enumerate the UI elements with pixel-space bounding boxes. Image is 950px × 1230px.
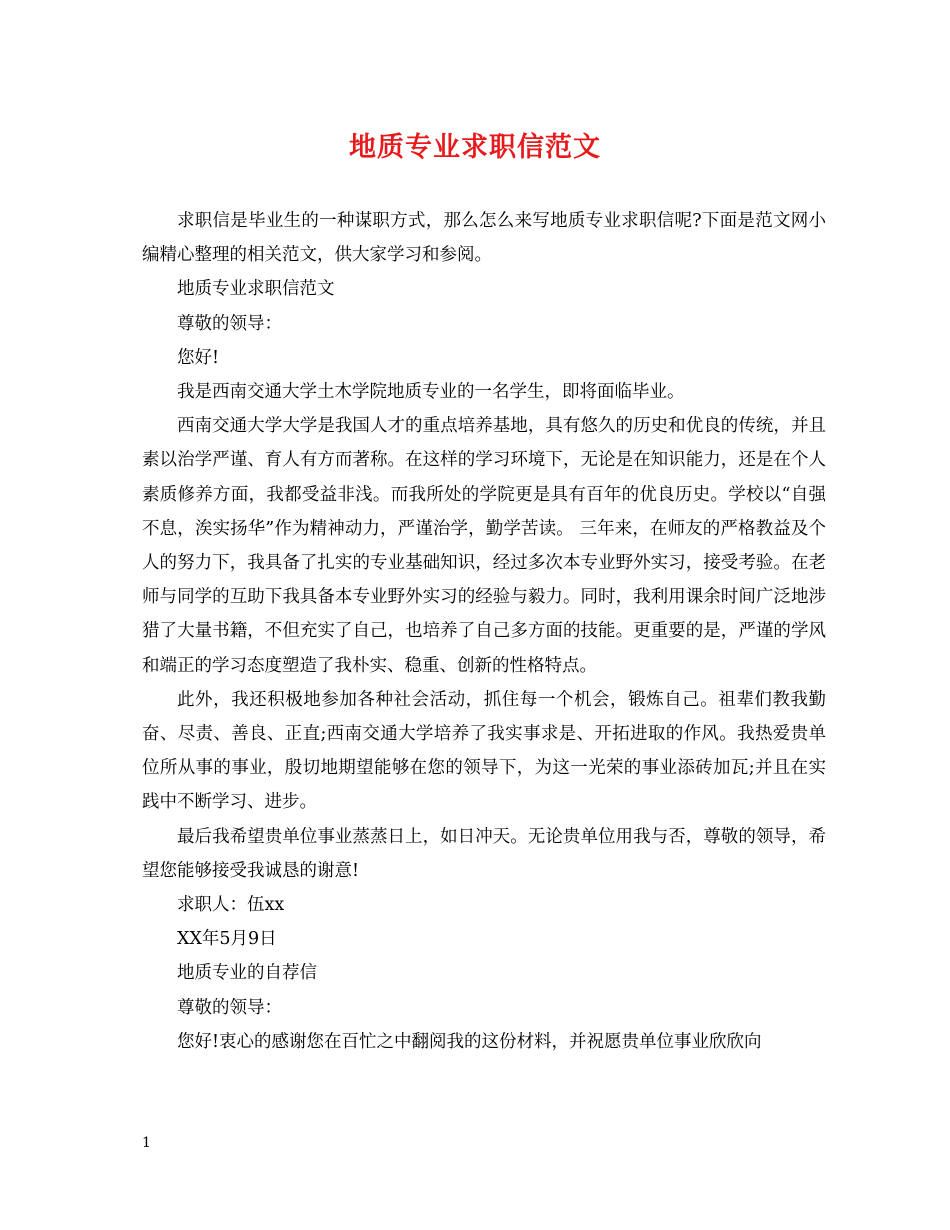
intro-paragraph: 求职信是毕业生的一种谋职方式，那么怎么来写地质专业求职信呢?下面是范文网小编精心整理的相关范文，供大家学习和参阅。: [142, 211, 826, 266]
page-number: 1: [142, 1135, 151, 1151]
body-paragraph: 西南交通大学大学是我国人才的重点培养基地，具有悠久的历史和优良的传统，并且素以治学严谨、育人有方而著称。在这样的学习环境下，无论是在知识能力，还是在个人素质修养方面，我都受益非浅。而我所处的学院更是具有百年的优良历史。学校以“自强不息，涘实扬华”作为精神动力，严谨治学，勤学苦读。 三年来，在师友的严格教益及个人的努力下，我具备了扎实的专业基础知识，经过多次本专业野外实习，接受考验。在老师与同学的互助下我具备本专业野外实习的经验与毅力。同时，我利用课余时间广泛地涉猎了大量书籍，不但充实了自己，也培养了自己多方面的技能。更重要的是，严谨的学风和端正的学习态度塑造了我朴实、稳重、创新的性格特点。: [142, 416, 826, 676]
introduction-line: 我是西南交通大学土木学院地质专业的一名学生，即将面临毕业。: [177, 382, 685, 403]
applicant-signature: 求职人：伍xx: [177, 895, 285, 916]
second-letter-heading: 地质专业的自荐信: [177, 963, 317, 984]
letter-date: XX年5月9日: [177, 929, 277, 950]
salutation: 尊敬的领导：: [177, 313, 282, 334]
body-paragraph: 此外，我还积极地参加各种社会活动，抓住每一个机会，锻炼自己。祖辈们教我勤奋、尽责、善良、正直;西南交通大学培养了我实事求是、开拓进取的作风。我热爱贵单位所从事的事业，殷切地期望能够在您的领导下，为这一光荣的事业添砖加瓦;并且在实践中不断学习、进步。: [142, 689, 826, 813]
closing-paragraph: 最后我希望贵单位事业蒸蒸日上，如日冲天。无论贵单位用我与否，尊敬的领导，希望您能够接受我诚恳的谢意!: [142, 826, 826, 881]
document-body: [142, 204, 826, 1059]
letter-heading: 地质专业求职信范文: [177, 279, 335, 300]
document-title: 地质专业求职信范文: [349, 132, 601, 163]
greeting: 您好!: [177, 347, 220, 368]
second-greeting-line: 您好!衷心的感谢您在百忙之中翻阅我的这份材料，并祝愿贵单位事业欣欣向: [177, 1031, 762, 1052]
second-salutation: 尊敬的领导：: [177, 997, 282, 1018]
